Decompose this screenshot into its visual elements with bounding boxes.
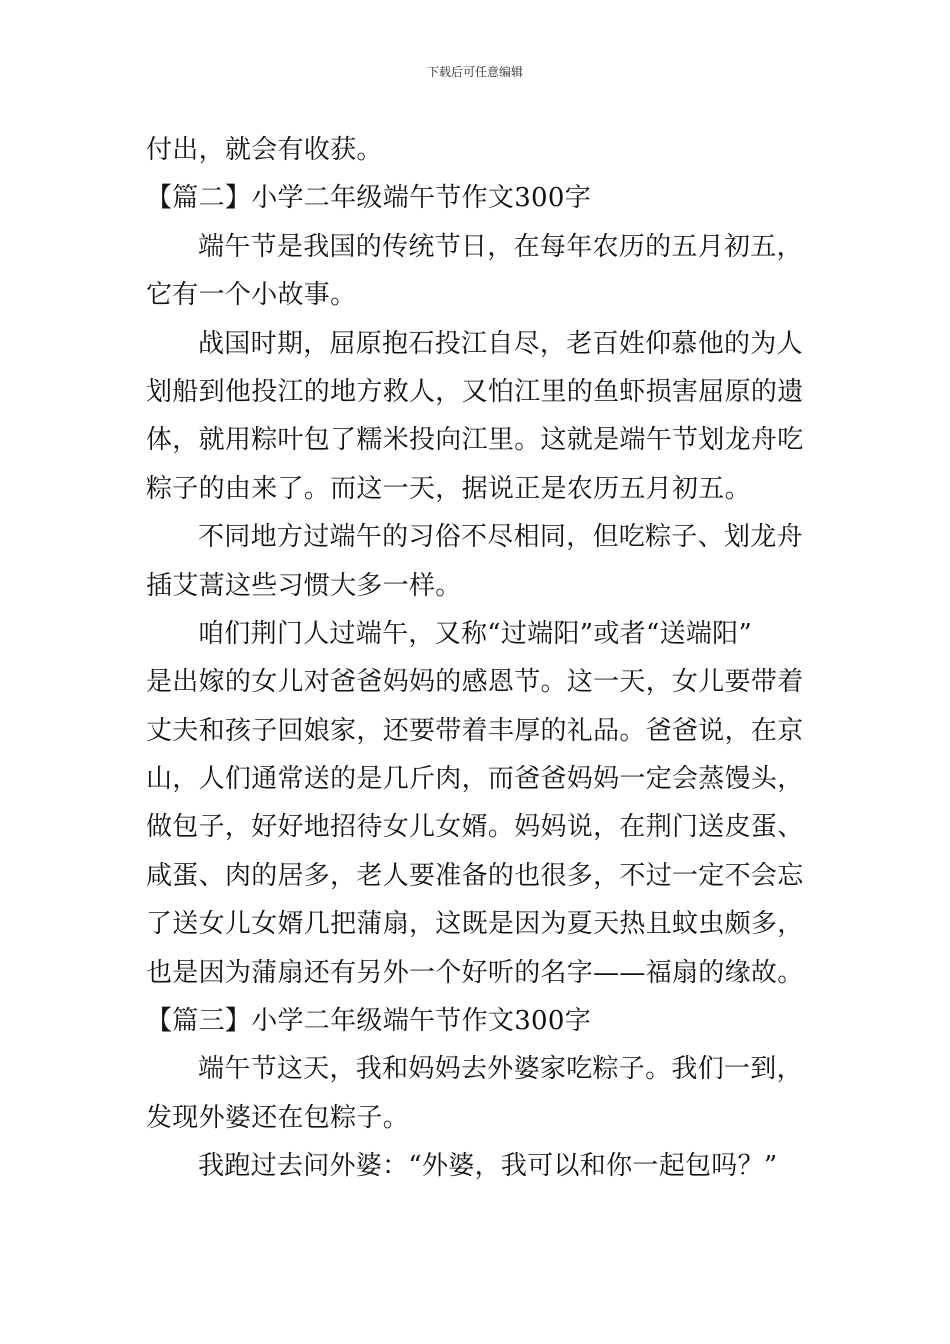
text-line: 体，就用粽叶包了糯米投向江里。这就是端午节划龙舟吃 [146,425,804,456]
text-line: 不同地方过端午的习俗不尽相同，但吃粽子、划龙舟 [198,522,803,553]
section-heading: 【篇三】小学二年级端午节作文300字 [146,1006,592,1037]
text-line: 咱们荆门人过端午，又称“过端阳”或者“送端阳” [198,618,753,649]
text-line: 它有一个小故事。 [146,280,357,311]
document-body [146,126,810,1191]
text-line: 山，人们通常送的是几斤肉，而爸爸妈妈一定会蒸馒头， [146,764,804,795]
text-line: 是出嫁的女儿对爸爸妈妈的感恩节。这一天，女儿要带着 [146,667,804,698]
text-line: 了送女儿女婿几把蒲扇，这既是因为夏天热且蚊虫颇多， [146,909,804,940]
text-line: 付出，就会有收获。 [146,135,383,165]
text-line: 战国时期，屈原抱石投江自尽，老百姓仰慕他的为人 [198,328,803,359]
text-line: 我跑过去问外婆：“外婆，我可以和你一起包吗？” [198,1151,778,1182]
text-line: 丈夫和孩子回娘家，还要带着丰厚的礼品。爸爸说，在京 [146,715,804,746]
text-line: 也是因为蒲扇还有另外一个好听的名字——福扇的缘故。 [146,957,804,988]
text-line: 咸蛋、肉的居多，老人要准备的也很多，不过一定不会忘 [146,860,804,891]
text-line: 发现外婆还在包粽子。 [146,1102,410,1133]
section-heading: 【篇二】小学二年级端午节作文300字 [146,183,592,214]
text-line: 做包子，好好地招待女儿女婿。妈妈说，在荆门送皮蛋、 [146,812,804,843]
text-line: 端午节这天，我和妈妈去外婆家吃粽子。我们一到， [198,1054,803,1085]
page-header: 下载后可任意编辑 [426,65,523,79]
text-line: 插艾蒿这些习惯大多一样。 [146,570,462,601]
text-line: 粽子的由来了。而这一天，据说正是农历五月初五。 [146,473,751,504]
text-line: 端午节是我国的传统节日，在每年农历的五月初五， [198,231,803,262]
text-line: 划船到他投江的地方救人，又怕江里的鱼虾损害屈原的遗 [146,376,804,407]
